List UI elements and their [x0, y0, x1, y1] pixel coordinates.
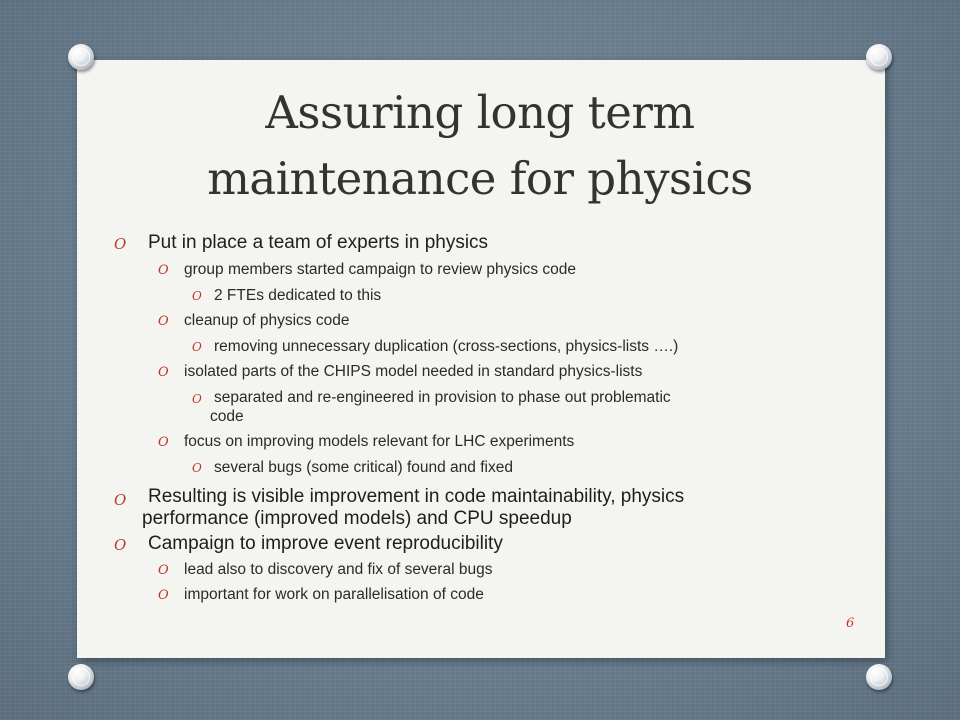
bullet-text-continuation: code — [210, 408, 244, 425]
bullet-text: several bugs (some critical) found and fixed — [214, 459, 513, 476]
slide-title-line-2: maintenance for physics — [207, 152, 753, 205]
bullet-item — [158, 586, 484, 604]
bullet-text: separated and re-engineered in provision to phase out problematic — [214, 389, 671, 406]
bullet-text: removing unnecessary duplication (cross-sections, physics-lists ….) — [214, 338, 679, 355]
bullet-text: Campaign to improve event reproducibility — [148, 533, 503, 554]
bullet-item — [192, 287, 382, 305]
bullet-marker-icon: O — [114, 536, 127, 554]
bullet-item — [158, 363, 643, 381]
bullet-item — [158, 312, 350, 330]
page-number: 6 — [846, 616, 855, 631]
bullet-item — [192, 338, 679, 356]
bullet-text: Resulting is visible improvement in code maintainability, physics — [148, 486, 685, 507]
bullet-text: group members started campaign to review physics code — [184, 261, 576, 278]
bullet-marker-icon: O — [114, 491, 127, 509]
bullet-item — [158, 561, 493, 579]
bullet-marker-icon: O — [158, 365, 169, 380]
bullet-text: Put in place a team of experts in physics — [148, 232, 489, 253]
bullet-text: isolated parts of the CHIPS model needed in standard physics-lists — [184, 363, 643, 380]
bullet-marker-icon: O — [192, 461, 202, 475]
bullet-item — [114, 486, 685, 530]
bullet-text-continuation: performance (improved models) and CPU speedup — [142, 508, 572, 529]
bullet-item — [114, 232, 489, 254]
bullet-text: 2 FTEs dedicated to this — [214, 287, 382, 304]
bullet-marker-icon: O — [192, 392, 202, 406]
bullet-item — [158, 261, 576, 279]
bullet-marker-icon: O — [158, 588, 169, 603]
bullet-text: important for work on parallelisation of code — [184, 586, 484, 603]
bullet-item — [158, 433, 575, 451]
bullet-marker-icon: O — [158, 263, 169, 278]
bullet-marker-icon: O — [114, 235, 127, 253]
bullet-text: lead also to discovery and fix of several bugs — [184, 561, 493, 578]
bullet-marker-icon: O — [158, 314, 169, 329]
bullet-item — [114, 533, 503, 555]
bullet-text: focus on improving models relevant for LHC experiments — [184, 433, 575, 450]
bullet-marker-icon: O — [192, 340, 202, 354]
bullet-marker-icon: O — [158, 563, 169, 578]
bullet-text: cleanup of physics code — [184, 312, 350, 329]
slide-title-line-1: Assuring long term — [265, 86, 695, 139]
bullet-marker-icon: O — [158, 435, 169, 450]
bullet-marker-icon: O — [192, 289, 202, 303]
bullet-item — [192, 459, 513, 477]
bullet-item — [192, 388, 671, 426]
